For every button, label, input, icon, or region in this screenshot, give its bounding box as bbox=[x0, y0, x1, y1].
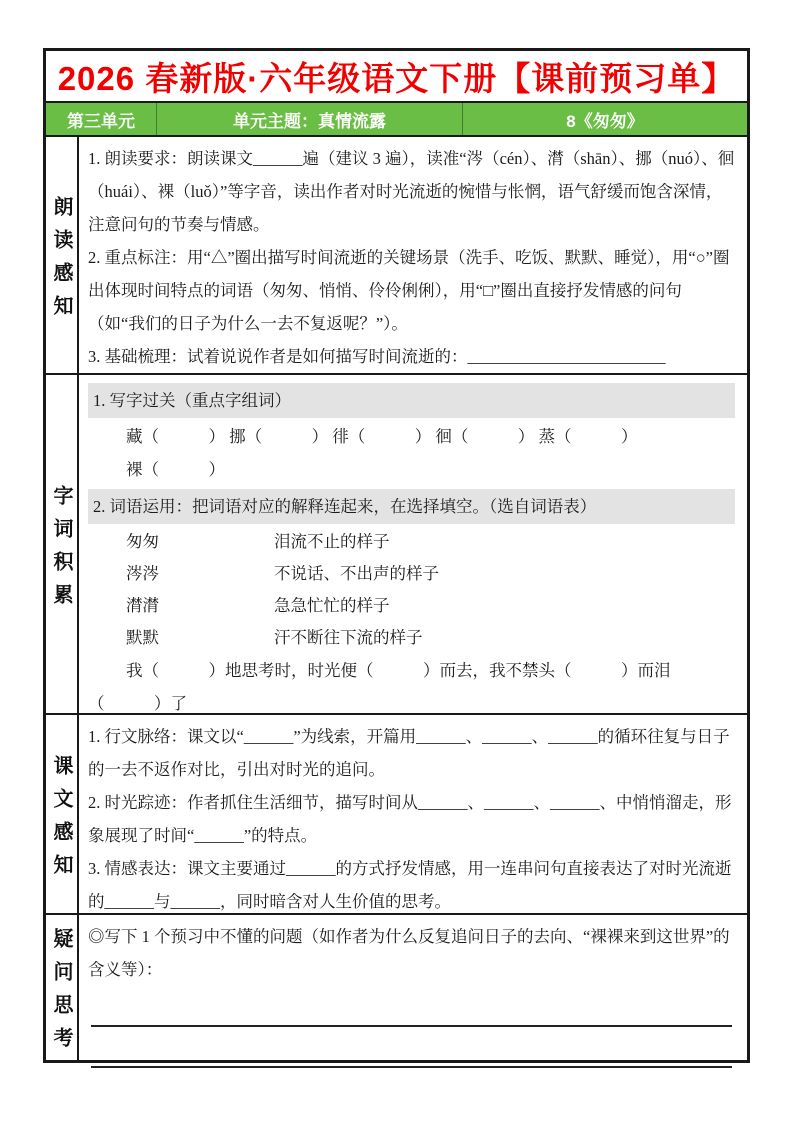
word-match-row bbox=[88, 558, 735, 590]
basic-sorting-line: 3. 基础梳理：试着说说作者是如何描写时间流逝的：________________________ bbox=[88, 347, 666, 366]
lesson-title-cell: 8《匆匆》 bbox=[566, 111, 644, 131]
word-match-row bbox=[88, 622, 735, 654]
character-fill-row: 藏（ ） 挪（ ） 徘（ ） 徊（ ） 蒸（ ） bbox=[126, 427, 638, 446]
character-fill-row: 裸（ ） bbox=[126, 460, 225, 479]
section-label-reading: 朗读感知 bbox=[46, 137, 79, 373]
section-text-perception bbox=[46, 713, 747, 913]
word-match-row bbox=[88, 526, 735, 558]
match-word: 匆匆 bbox=[126, 532, 159, 551]
marking-instruction-line: 2. 重点标注：用“△”圈出描写时间流逝的关键场景（洗手、吃饭、默默、睡觉），用“○”圈出体现时间特点的词语（匆匆、悄悄、伶伶俐俐），用“□”圈出直接抒发情感的问句（如“我们的日子为什么一去不复返呢？”）。 bbox=[88, 248, 730, 333]
section-content-words bbox=[79, 375, 747, 713]
emotion-expression-line: 3. 情感表达：课文主要通过______的方式抒发情感，用一连串问句直接表达了对时光流逝的______与______，同时暗含对人生价值的思考。 bbox=[88, 859, 732, 911]
match-definition: 不说话、不出声的样子 bbox=[274, 564, 439, 583]
answer-line bbox=[91, 986, 732, 1027]
text-structure-line: 1. 行文脉络：课文以“______”为线索，开篇用______、______、______的循环往复与日子的一去不返作对比，引出对时光的追问。 bbox=[88, 727, 730, 779]
match-word: 潸潸 bbox=[126, 596, 159, 615]
page-title bbox=[46, 51, 747, 101]
section-label-text: 课文感知 bbox=[46, 715, 79, 913]
reading-requirement-line: 1. 朗读要求：朗读课文______遍（建议 3 遍），读准“涔（cén）、潸（shān）、挪（nuó）、徊（huái）、裸（luǒ）”等字音，读出作者对时光流逝的惋惜与怅惘，语气舒缓而饱含深情，注意问句的节奏与情感。 bbox=[88, 149, 735, 234]
sentence-fill-line: 我（ ）地思考时，时光便（ ）而去，我不禁头（ ）而泪（ ）了 bbox=[88, 661, 671, 713]
section-question-thinking bbox=[46, 913, 747, 1060]
time-trace-line: 2. 时光踪迹：作者抓住生活细节，描写时间从______、______、______、中悄悄溜走，形象展现了时间“______”的特点。 bbox=[88, 793, 732, 845]
section-label-question: 疑问思考 bbox=[46, 915, 79, 1060]
match-definition: 泪流不止的样子 bbox=[274, 532, 390, 551]
page-title-text: 2026 春新版·六年级语文下册【课前预习单】 bbox=[57, 59, 736, 97]
unit-number-cell: 第三单元 bbox=[46, 103, 157, 135]
writing-task-heading: 1. 写字过关（重点字组词） bbox=[88, 383, 735, 418]
match-word: 默默 bbox=[126, 628, 159, 647]
worksheet-table bbox=[43, 48, 750, 1063]
section-reading-perception bbox=[46, 137, 747, 373]
match-definition: 汗不断往下流的样子 bbox=[274, 628, 423, 647]
word-match-row bbox=[88, 590, 735, 622]
section-content-question bbox=[79, 915, 747, 1060]
answer-line bbox=[91, 1027, 732, 1068]
section-label-words: 字词积累 bbox=[46, 375, 79, 713]
word-usage-heading: 2. 词语运用：把词语对应的解释连起来，在选择填空。（选自词语表） bbox=[88, 489, 735, 524]
section-word-accumulation bbox=[46, 373, 747, 713]
section-content-text bbox=[79, 715, 747, 913]
match-definition: 急急忙忙的样子 bbox=[274, 596, 390, 615]
unit-theme-cell: 单元主题：真情流露 bbox=[157, 103, 463, 135]
match-word: 涔涔 bbox=[126, 564, 159, 583]
question-prompt-line: ◎写下 1 个预习中不懂的问题（如作者为什么反复追问日子的去向、“裸裸来到这世界”的含义等）： bbox=[88, 927, 730, 979]
unit-header-row bbox=[46, 101, 747, 137]
section-content-reading bbox=[79, 137, 747, 373]
